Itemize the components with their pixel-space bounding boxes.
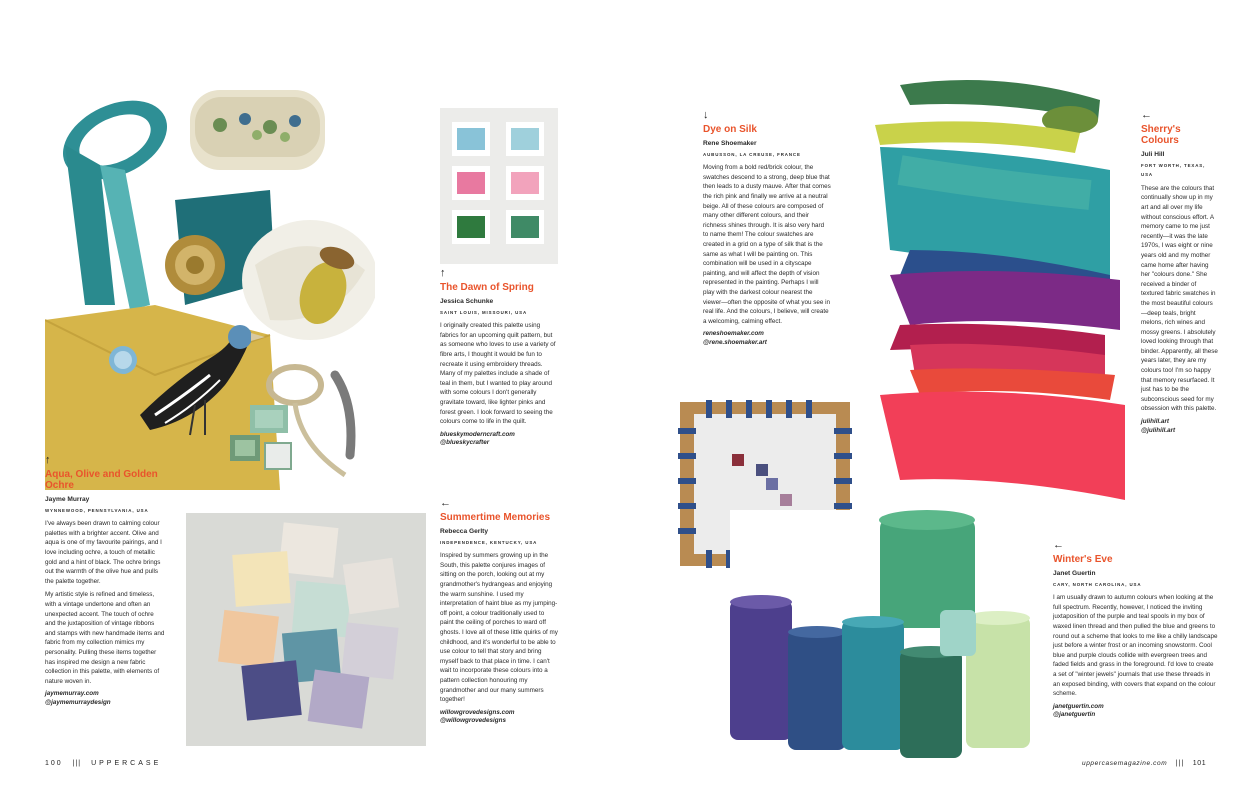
article-location: CARY, NORTH CAROLINA, USA bbox=[1053, 581, 1142, 587]
article-spring bbox=[440, 268, 558, 448]
article-author: Rebecca Gerlty bbox=[440, 528, 489, 535]
website-link[interactable]: reneshoemaker.com bbox=[703, 330, 764, 338]
article-dye-on-silk bbox=[703, 110, 831, 347]
social-handle-link[interactable]: @blueskycrafter bbox=[440, 439, 490, 447]
page-number: 100 bbox=[45, 760, 63, 767]
article-summer bbox=[440, 498, 558, 726]
social-handle-link[interactable]: @julihill.art bbox=[1141, 426, 1176, 434]
article-title: The Dawn of Spring bbox=[440, 282, 534, 293]
separator-bars: ||| bbox=[1175, 760, 1185, 767]
article-paragraph: Inspired by summers growing up in the South, this palette conjures images of sitting on the porch, looking out at my grandmother's hydrangeas and enjoying the warm sunshine. I used my interpretation of haint blue as my jumping-off point, a colour traditionally used to paint the ceiling of porches to ward off ghosts. I love all of these little quirks of my childhood, and it's wonderful to be able to use colour to tell that story and bring myself back to that place in time. I can't wait to incorporate these colours into a pattern collection honouring my grandmother and our many summers together! bbox=[440, 552, 558, 704]
article-location: WYNNEWOOD, PENNSYLVANIA, USA bbox=[45, 507, 149, 513]
article-paragraph: I am usually drawn to autumn colours when looking at the full spectrum. Recently, however, I noticed the inviting juxtaposition of the purple and teal spools in my box of waxed linen thread and then pulled the blue and greens to round out a scheme that looks to me like a chilly landscape just before a winter frost or an incoming snowstorm. Cool blue and purple clouds collide with evergreen trees and faded fields and grass in the foreground. I'd love to create a set of "winter jewels" journals that use these threads in an exposed binding, with covers that expand on the colour scheme. bbox=[1053, 594, 1218, 698]
article-title: Winter's Eve bbox=[1053, 554, 1113, 565]
social-handle-link[interactable]: @jaymemurraydesign bbox=[45, 698, 111, 706]
article-location: FORT WORTH, TEXAS, USA bbox=[1141, 162, 1206, 178]
left-folio bbox=[45, 760, 161, 767]
article-author: Rene Shoemaker bbox=[703, 140, 757, 147]
article-winters-eve bbox=[1053, 540, 1218, 720]
social-handle-link[interactable]: @willowgrovedesigns bbox=[440, 717, 506, 725]
article-title: Sherry's Colours bbox=[1141, 124, 1181, 146]
article-paragraph: I originally created this palette using fabrics for an upcoming quilt pattern, but as someone who loves to use a variety of fibre arts, I thought it would be fun to recreate it using embroidery threads. Many of my palettes include a shade of teal in them, but I wanted to play around with some colours I don't generally gravitate toward, like lighter pinks and forest green. I look forward to seeing the colours come to life in the quilt. bbox=[440, 322, 556, 426]
article-paragraph: Moving from a bold red/brick colour, the swatches descend to a strong, deep blue that then leads to a dusty mauve. After that comes the rich pink and finally we arrive at a neutral beige. All of these colours are composed of many other different colours, and their richness shines through. It is also very hard to name them! The colour swatches are created in a grid on a type of silk that is the same as what I will be painting on. This combination will be used in a cityscape painting, and will affect the depth of vision represented in the painting. Perhaps I will play with the darkest colour nearest the viewer—often the opposite of what you see in real life. And the colours, I believe, will create a welcoming, calming effect. bbox=[703, 164, 831, 325]
arrow-left-icon: ← bbox=[1053, 539, 1064, 551]
website-link[interactable]: blueskymoderncraft.com bbox=[440, 430, 515, 438]
article-location: AUBUSSON, LA CREUSE, FRANCE bbox=[703, 151, 801, 157]
article-location: INDEPENDENCE, KENTUCKY, USA bbox=[440, 539, 538, 545]
article-author: Jayme Murray bbox=[45, 496, 90, 503]
silk-ribbons-photo bbox=[870, 75, 1138, 503]
embroidery-threads-photo bbox=[440, 108, 558, 264]
magazine-website[interactable]: uppercasemagazine.com bbox=[1082, 760, 1168, 767]
article-title: Summertime Memories bbox=[440, 512, 551, 523]
paint-chips-photo bbox=[186, 513, 426, 746]
social-handle-link[interactable]: @janetguertin bbox=[1053, 711, 1096, 719]
article-paragraph: My artistic style is refined and timeless, with a vintage undertone and often an unexpected accent. The touch of ochre and the juxtaposition of vintage ribbons and stamps with new handmade items and fabric from my collection mimics my personality. Pulling these items together has inspired me design a new fabric collection in this palette, with elements of nature woven in. bbox=[45, 591, 165, 685]
article-title: Dye on Silk bbox=[703, 124, 757, 135]
article-paragraph: These are the colours that continually show up in my art and all over my life without conscious effort. A memory came to me just recently—it was the late 1970s, I was eight or nine years old and my mother came home after having her "colours done." She received a binder of textured fabric swatches in the most beautiful colours—deep teals, bright melons, rich wines and mossy greens. I absolutely loved looking through that binder. Apparently, all these years later, they are my colours too! I'm so happy that memory resurfaced. It just has to be the subconscious seed for my obsession with this palette. bbox=[1141, 184, 1218, 413]
article-paragraph: I've always been drawn to calming colour palettes with a brighter accent. Olive and aqua is one of my favourite pairings, and I love including ochre, a touch of metallic gold and a hint of black. The ochre brings out the warmth of the olive hue and pulls the palette together. bbox=[45, 520, 162, 585]
arrow-left-icon: ← bbox=[440, 497, 451, 509]
arrow-left-icon: ← bbox=[1141, 109, 1152, 121]
website-link[interactable]: willowgrovedesigns.com bbox=[440, 708, 515, 716]
waxed-linen-spools-photo bbox=[730, 510, 1038, 762]
article-author: Janet Guertin bbox=[1053, 570, 1096, 577]
right-folio bbox=[1082, 760, 1206, 767]
arrow-up-icon: ↑ bbox=[45, 454, 51, 466]
website-link[interactable]: janetguertin.com bbox=[1053, 702, 1104, 710]
arrow-up-icon: ↑ bbox=[440, 267, 446, 279]
arrow-down-icon: ↓ bbox=[703, 109, 709, 121]
social-handle-link[interactable]: @rene.shoemaker.art bbox=[703, 338, 767, 346]
aqua-olive-ochre-photo bbox=[45, 75, 375, 490]
website-link[interactable]: jaymemurray.com bbox=[45, 690, 99, 698]
website-link[interactable]: julihill.art bbox=[1141, 418, 1169, 426]
article-sherrys-colours bbox=[1141, 110, 1219, 435]
article-title: Aqua, Olive and Golden Ochre bbox=[45, 469, 158, 491]
article-author: Juli Hill bbox=[1141, 151, 1165, 158]
article-location: SAINT LOUIS, MISSOURI, USA bbox=[440, 309, 528, 315]
article-author: Jessica Schunke bbox=[440, 298, 494, 305]
article-aqua bbox=[45, 455, 165, 707]
brand-name: UPPERCASE bbox=[91, 760, 162, 767]
page-number: 101 bbox=[1192, 760, 1207, 767]
separator-bars: ||| bbox=[72, 760, 82, 767]
